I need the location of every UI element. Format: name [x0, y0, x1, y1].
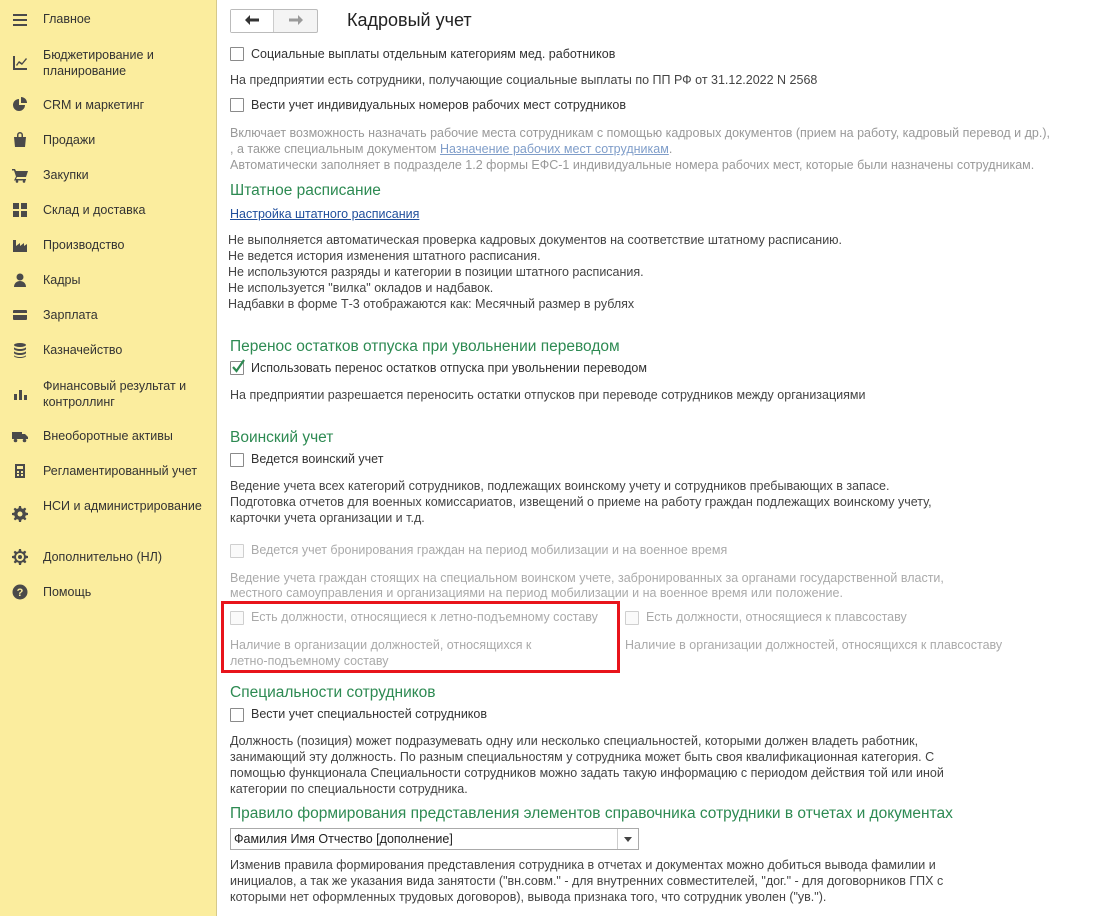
arrow-right-icon — [288, 13, 304, 30]
sidebar-item-budgeting[interactable] — [0, 46, 216, 80]
pie-chart-icon — [11, 96, 29, 114]
sidebar-item-label: Производство — [43, 238, 125, 252]
workplace-numbers-note-1: Включает возможность назначать рабочие места сотрудникам с помощью кадровых документов (прием на работу, кадровый перевод и др.), — [230, 126, 1050, 140]
specialties-note-2: занимающий эту должность. По разным специальностям у сотрудника может быть своя квалификационная категория. С — [230, 750, 935, 764]
workplace-numbers-note-2 — [230, 141, 672, 157]
note-text: . — [668, 142, 673, 156]
staffing-section-title: Штатное расписание — [230, 182, 381, 199]
shopping-bag-icon — [11, 131, 29, 149]
sidebar-item-label: Бюджетирование и планирование — [43, 48, 154, 78]
specialties-section-title: Специальности сотрудников — [230, 684, 436, 701]
navy-crew-note: Наличие в организации должностей, относящихся к плавсоставу — [625, 638, 1003, 652]
sidebar-item-financial-result[interactable] — [0, 377, 216, 411]
back-button[interactable] — [231, 10, 274, 32]
sidebar-item-label: CRM и маркетинг — [43, 98, 145, 112]
vacation-transfer-checkbox[interactable] — [230, 361, 244, 375]
navy-crew-label: Есть должности, относящиеся к плавсоставу — [646, 610, 907, 624]
sidebar-item-label: Закупки — [43, 168, 89, 182]
arrow-left-icon — [244, 13, 260, 30]
sidebar-item-help[interactable] — [0, 583, 216, 601]
dropdown-button[interactable] — [617, 829, 638, 849]
reservation-note-2: местного самоуправления и организациями на период мобилизации и на военное время или положение. — [230, 586, 843, 600]
specialties-note-4: категории по специальности сотрудника. — [230, 782, 468, 796]
staffing-info-5: Надбавки в форме Т-3 отображаются как: Месячный размер в рублях — [228, 297, 635, 311]
military-note-1: Ведение учета всех категорий сотрудников, подлежащих воинскому учету и сотрудников пребывающих в запасе. — [230, 479, 890, 493]
menu-lines-icon — [11, 11, 29, 29]
sidebar-item-sales[interactable] — [0, 131, 216, 149]
gear-icon — [11, 505, 29, 523]
vacation-transfer-label: Использовать перенос остатков отпуска при увольнении переводом — [251, 361, 647, 375]
sidebar-item-purchases[interactable] — [0, 166, 216, 184]
staffing-info-3: Не используются разряды и категории в позиции штатного расписания. — [228, 265, 644, 279]
representation-note-1: Изменив правила формирования представления сотрудника в отчетах и документах можно добиться вывода фамилии и — [230, 858, 936, 872]
sidebar-item-label: Главное — [43, 12, 91, 26]
representation-note-3: которыми нет оформленных трудовых договоров), вывода признака того, что сотрудник уволен ("ув."). — [230, 890, 827, 904]
representation-section-title: Правило формирования представления элементов справочника сотрудники в отчетах и документах — [230, 805, 953, 822]
help-icon — [11, 583, 29, 601]
military-section-title: Воинский учет — [230, 429, 334, 446]
warehouse-grid-icon — [11, 201, 29, 219]
sidebar-item-label: Казначейство — [43, 343, 123, 357]
sidebar-item-label: Регламентированный учет — [43, 464, 198, 478]
representation-select[interactable] — [230, 828, 639, 850]
navy-crew-checkbox[interactable] — [625, 611, 639, 625]
sidebar-item-treasury[interactable] — [0, 341, 216, 359]
budget-chart-icon — [11, 54, 29, 72]
social-payments-note: На предприятии есть сотрудники, получающие социальные выплаты по ПП РФ от 31.12.2022 N 2568 — [230, 73, 818, 87]
specialties-note-1: Должность (позиция) может подразумевать одну или несколько специальностей, которыми должен владеть работник, — [230, 734, 919, 748]
forward-button[interactable] — [274, 10, 317, 32]
sidebar-item-additional[interactable] — [0, 548, 216, 566]
staffing-info-1: Не выполняется автоматическая проверка кадровых документов на соответствие штатному расписанию. — [228, 233, 843, 247]
reservation-label: Ведется учет бронирования граждан на период мобилизации и на военное время — [251, 543, 728, 557]
social-payments-label: Социальные выплаты отдельным категориям мед. работников — [251, 47, 616, 61]
social-payments-checkbox[interactable] — [230, 47, 244, 61]
cart-icon — [11, 166, 29, 184]
sidebar-item-warehouse[interactable] — [0, 201, 216, 219]
sidebar-item-regulated[interactable] — [0, 462, 216, 480]
vacation-transfer-note: На предприятии разрешается переносить остатки отпусков при переводе сотрудников между организациями — [230, 388, 866, 402]
wallet-card-icon — [11, 306, 29, 324]
page-title: Кадровый учет — [347, 10, 472, 30]
flight-crew-note-2: летно-подъемному составу — [230, 654, 389, 668]
reservation-checkbox[interactable] — [230, 544, 244, 558]
workplace-assignment-link[interactable]: Назначение рабочих мест сотрудникам — [440, 142, 669, 156]
sidebar-item-crm[interactable] — [0, 96, 216, 114]
sidebar-item-admin[interactable] — [0, 497, 216, 531]
note-text: , а также специальным документом — [230, 142, 441, 156]
coins-icon — [11, 341, 29, 359]
sidebar-item-label: НСИ и администрирование — [43, 499, 202, 513]
staffing-info-4: Не используется "вилка" окладов и надбавок. — [228, 281, 494, 295]
sidebar-item-label: Кадры — [43, 273, 81, 287]
main-content — [217, 0, 1105, 916]
workplace-numbers-note-3: Автоматически заполняет в подразделе 1.2 формы ЕФС-1 индивидуальные номера рабочих мест, которые были назначены сотрудникам. — [230, 158, 1035, 172]
factory-icon — [11, 236, 29, 254]
sidebar-item-label: Склад и доставка — [43, 203, 146, 217]
history-navigation — [230, 9, 318, 33]
calculator-icon — [11, 462, 29, 480]
specialties-note-3: помощью функционала Специальности сотрудников можно задать такую информацию с периодом действия той или иной — [230, 766, 944, 780]
checkmark-icon — [231, 359, 246, 374]
sidebar-item-label: Финансовый результат и контроллинг — [43, 379, 187, 409]
flight-crew-note-1: Наличие в организации должностей, относящихся к — [230, 638, 532, 652]
vacation-transfer-section-title: Перенос остатков отпуска при увольнении переводом — [230, 338, 620, 355]
military-note-2: Подготовка отчетов для военных комиссариатов, извещений о приеме на работу граждан подлежащих воинскому учету, — [230, 495, 932, 509]
staffing-info-2: Не ведется история изменения штатного расписания. — [228, 249, 541, 263]
highlight-box — [221, 601, 620, 673]
sidebar-item-hr[interactable] — [0, 271, 216, 289]
truck-icon — [11, 427, 29, 445]
military-note-3: карточки учета организации и т.д. — [230, 511, 425, 525]
person-icon — [11, 271, 29, 289]
bar-chart-icon — [11, 385, 29, 403]
sidebar-item-main[interactable] — [0, 10, 216, 28]
chevron-down-icon — [624, 837, 632, 842]
military-accounting-label: Ведется воинский учет — [251, 452, 384, 466]
reservation-note-1: Ведение учета граждан стоящих на специальном воинском учете, забронированных за органами государственной власти, — [230, 571, 944, 585]
svg-text:?: ? — [16, 587, 24, 599]
representation-note-2: инициалов, а так же указания вида занятости ("вн.совм." - для внутренних совместителей, "дог." - для договорников ГПХ с — [230, 874, 944, 888]
sidebar-item-label: Продажи — [43, 133, 96, 147]
specialties-label: Вести учет специальностей сотрудников — [251, 707, 488, 721]
sidebar-item-production[interactable] — [0, 236, 216, 254]
gear-outline-icon — [11, 548, 29, 566]
military-accounting-checkbox[interactable] — [230, 453, 244, 467]
specialties-checkbox[interactable] — [230, 708, 244, 722]
sidebar-item-salary[interactable] — [0, 306, 216, 324]
sidebar-item-label: Дополнительно (НЛ) — [43, 550, 162, 564]
select-value: Фамилия Имя Отчество [дополнение] — [234, 832, 453, 846]
sidebar-item-label: Внеоборотные активы — [43, 429, 173, 443]
sidebar-item-label: Зарплата — [43, 308, 98, 322]
sidebar — [0, 0, 217, 916]
sidebar-item-label: Помощь — [43, 585, 92, 599]
workplace-numbers-label: Вести учет индивидуальных номеров рабочих мест сотрудников — [251, 98, 626, 112]
workplace-numbers-checkbox[interactable] — [230, 98, 244, 112]
sidebar-item-fixed-assets[interactable] — [0, 427, 216, 445]
flight-crew-label: Есть должности, относящиеся к летно-подъемному составу — [251, 610, 598, 624]
staffing-settings-link[interactable]: Настройка штатного расписания — [230, 207, 420, 221]
